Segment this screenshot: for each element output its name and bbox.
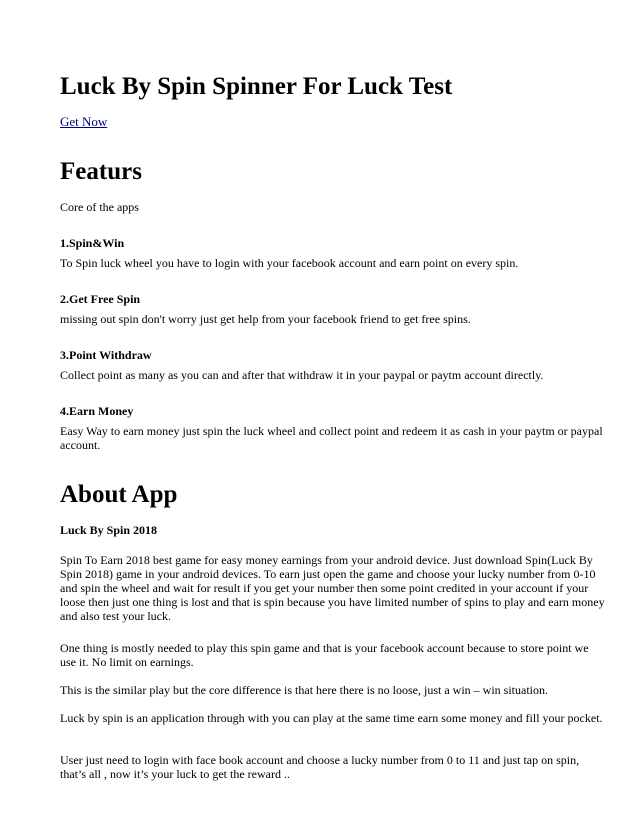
feature-title-4: 4.Earn Money [60, 404, 134, 418]
about-paragraph-5: User just need to login with face book account and choose a lucky number from 0 to 11 and just tap on spin, that’s all , now it’s your luck to get the reward .. [60, 753, 580, 781]
features-heading: Featurs [60, 158, 142, 185]
about-paragraph-2: One thing is mostly needed to play this spin game and that is your facebook account because to store point we use it. No limit on earnings. [60, 641, 589, 669]
feature-text-4: Easy Way to earn money just spin the luck wheel and collect point and redeem it as cash in your paytm or paypal account. [60, 424, 603, 452]
feature-title-2: 2.Get Free Spin [60, 292, 141, 306]
about-paragraph-1: Spin To Earn 2018 best game for easy money earnings from your android device. Just download Spin(Luck By Spin 2018) game in your android devices. To earn just open the game and choose your lucky number from 0-10 and spin the wheel and wait for result if you get your number then some point credited in your account if your loose then just one thing is lost and that is spin because you have limited number of spins to play and earn money and also test your luck. [60, 553, 605, 623]
feature-title-1: 1.Spin&Win [60, 236, 125, 250]
page-title: Luck By Spin Spinner For Luck Test [60, 73, 453, 100]
feature-text-1: To Spin luck wheel you have to login with your facebook account and earn point on every spin. [60, 256, 519, 270]
get-now-link[interactable]: Get Now [60, 114, 108, 129]
about-subheading: Luck By Spin 2018 [60, 523, 158, 537]
about-heading: About App [60, 481, 178, 508]
about-paragraph-3: This is the similar play but the core difference is that here there is no loose, just a win – win situation. [60, 683, 548, 697]
features-intro: Core of the apps [60, 200, 139, 214]
feature-text-2: missing out spin don't worry just get help from your facebook friend to get free spins. [60, 312, 471, 326]
feature-title-3: 3.Point Withdraw [60, 348, 152, 362]
feature-text-3: Collect point as many as you can and after that withdraw it in your paypal or paytm account directly. [60, 368, 544, 382]
about-paragraph-4: Luck by spin is an application through with you can play at the same time earn some money and fill your pocket. [60, 711, 603, 725]
